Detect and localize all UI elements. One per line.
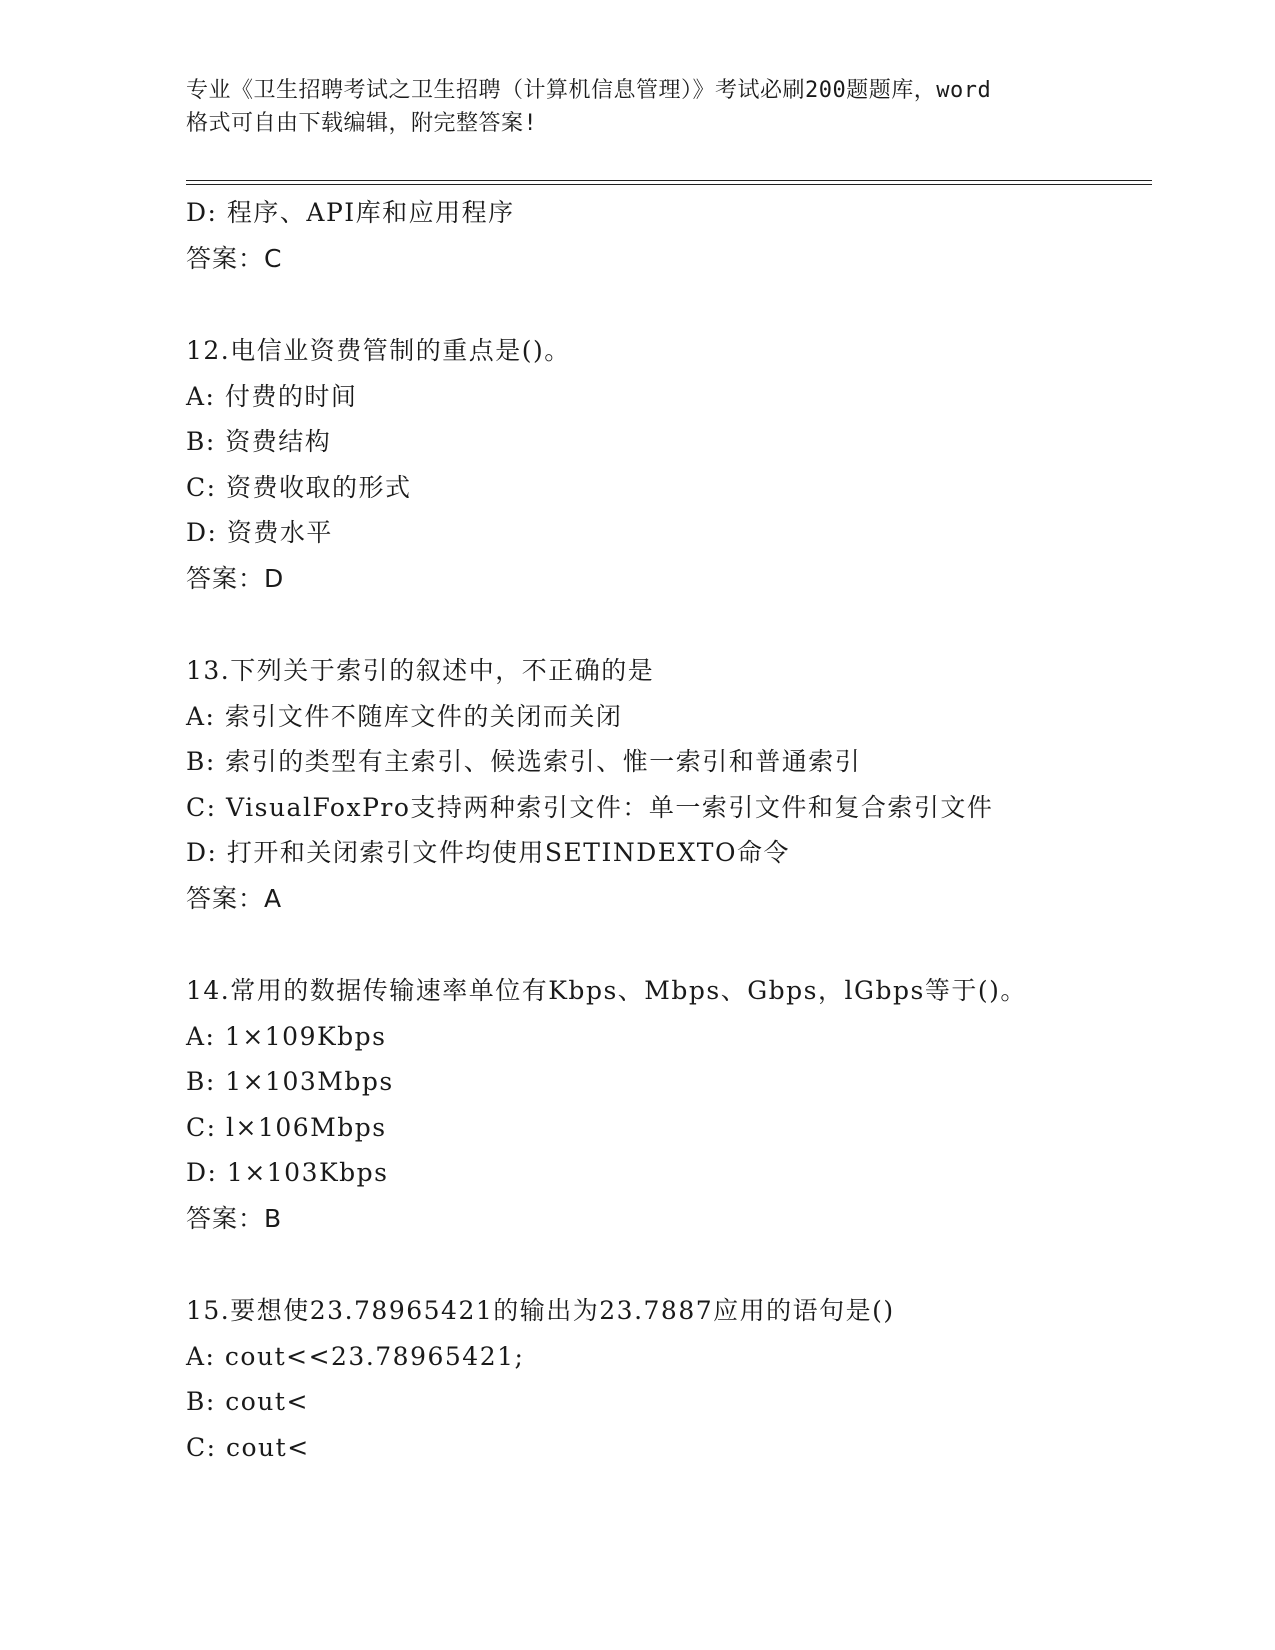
header-line-1: 专业《卫生招聘考试之卫生招聘（计算机信息管理）》考试必刷200题题库，word <box>186 78 992 103</box>
spacer <box>186 921 1186 968</box>
option-c: C: cout< <box>186 1432 310 1462</box>
option-b: B: 资费结构 <box>186 427 332 456</box>
option-d: D: 打开和关闭索引文件均使用SETINDEXTO命令 <box>186 838 790 867</box>
option-b: B: cout< <box>186 1387 309 1416</box>
option-d: D: 1×103Kbps <box>186 1158 389 1187</box>
prev-answer: 答案：C <box>186 243 283 273</box>
question-stem: 15.要想使23.78965421的输出为23.7887应用的语句是() <box>186 1296 895 1325</box>
question-12 <box>186 328 1186 601</box>
option-a: A: cout<<23.78965421; <box>186 1341 525 1371</box>
header-rule-bottom <box>186 184 1152 185</box>
document-header <box>186 74 1086 140</box>
prev-option-d: D: 程序、API库和应用程序 <box>186 198 515 227</box>
option-d: D: 资费水平 <box>186 518 333 547</box>
option-c: C: VisualFoxPro支持两种索引文件：单一索引文件和复合索引文件 <box>186 792 994 822</box>
question-13 <box>186 648 1186 921</box>
option-c: C: l×106Mbps <box>186 1112 387 1142</box>
answer: 答案：B <box>186 1203 283 1233</box>
answer: 答案：D <box>186 563 285 593</box>
option-a: A: 付费的时间 <box>186 381 358 411</box>
spacer <box>186 601 1186 648</box>
question-stem: 14.常用的数据传输速率单位有Kbps、Mbps、Gbps，lGbps等于()。 <box>186 976 1027 1005</box>
option-b: B: 索引的类型有主索引、候选索引、惟一索引和普通索引 <box>186 747 862 776</box>
spacer <box>186 1241 1186 1288</box>
question-stem: 12.电信业资费管制的重点是()。 <box>186 336 571 365</box>
option-c: C: 资费收取的形式 <box>186 472 412 502</box>
answer: 答案：A <box>186 883 283 913</box>
option-a: A: 1×109Kbps <box>186 1021 387 1051</box>
question-14 <box>186 968 1186 1241</box>
header-rule-top <box>186 180 1152 181</box>
spacer <box>186 281 1186 328</box>
header-line-2: 格式可自由下载编辑，附完整答案! <box>186 111 538 136</box>
question-stem: 13.下列关于索引的叙述中，不正确的是 <box>186 656 655 685</box>
option-a: A: 索引文件不随库文件的关闭而关闭 <box>186 701 623 731</box>
option-b: B: 1×103Mbps <box>186 1067 394 1096</box>
question-15 <box>186 1288 1186 1470</box>
question-list <box>186 190 1186 1470</box>
